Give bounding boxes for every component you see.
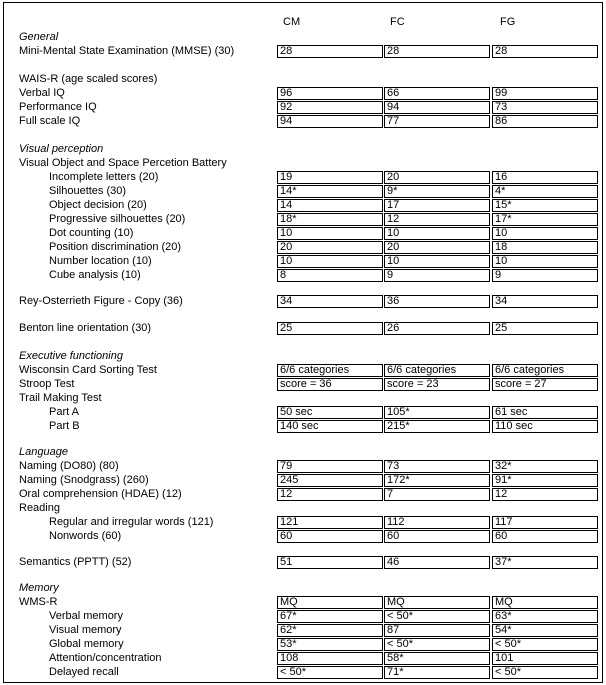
cell-fc: 112	[384, 516, 490, 529]
table-row	[4, 115, 602, 128]
table-row	[4, 392, 602, 405]
cell-fc: 20	[384, 171, 490, 184]
cell-fg: score = 27	[492, 378, 598, 391]
cell-fg: 61 sec	[492, 406, 598, 419]
cell-cm: 96	[277, 87, 383, 100]
cell-cm: 34	[277, 295, 383, 308]
cell-fg: 6/6 categories	[492, 364, 598, 377]
cell-fc: 172*	[384, 474, 490, 487]
section-header-row	[4, 143, 602, 156]
row-label: Rey-Osterrieth Figure - Copy (36)	[19, 295, 183, 307]
row-label: Verbal IQ	[19, 87, 65, 99]
cell-fc: 215*	[384, 420, 490, 433]
table-row	[4, 157, 602, 170]
cell-fc: score = 23	[384, 378, 490, 391]
table-row	[4, 364, 602, 377]
cell-fg: 16	[492, 171, 598, 184]
column-header-fc: FC	[390, 16, 405, 28]
cell-fc: 6/6 categories	[384, 364, 490, 377]
row-label: Trail Making Test	[19, 392, 102, 404]
cell-fg: 12	[492, 488, 598, 501]
table-row	[4, 199, 602, 212]
cell-fg: 10	[492, 227, 598, 240]
row-label: Global memory	[49, 638, 124, 650]
row-label: Visual memory	[49, 624, 122, 636]
row-label: Performance IQ	[19, 101, 97, 113]
cell-fg: 28	[492, 45, 598, 58]
row-label: Benton line orientation (30)	[19, 322, 152, 334]
cell-fc: 20	[384, 241, 490, 254]
cell-fc: 10	[384, 255, 490, 268]
cell-cm: 92	[277, 101, 383, 114]
cell-fc: 28	[384, 45, 490, 58]
cell-fg: < 50*	[492, 638, 598, 651]
table-row	[4, 502, 602, 515]
cell-fg: 54*	[492, 624, 598, 637]
row-label: Semantics (PPTT) (52)	[19, 556, 132, 568]
table-row	[4, 638, 602, 651]
section-header-row	[4, 582, 602, 595]
table-row	[4, 378, 602, 391]
cell-fg: 101	[492, 652, 598, 665]
cell-fc: 73	[384, 460, 490, 473]
cell-fc: 9*	[384, 185, 490, 198]
cell-fc: < 50*	[384, 610, 490, 623]
cell-fg: 60	[492, 530, 598, 543]
table-row	[4, 420, 602, 433]
cell-cm: 20	[277, 241, 383, 254]
row-label: Mini-Mental State Examination (MMSE) (30)	[19, 45, 235, 57]
cell-cm: 108	[277, 652, 383, 665]
row-label: Dot counting (10)	[49, 227, 134, 239]
cell-cm: 121	[277, 516, 383, 529]
cell-fg: 10	[492, 255, 598, 268]
cell-fg: 34	[492, 295, 598, 308]
row-label: Stroop Test	[19, 378, 75, 390]
table-row	[4, 652, 602, 665]
cell-fc: 77	[384, 115, 490, 128]
section-title: General	[19, 31, 59, 43]
column-header-cm: CM	[283, 16, 301, 28]
table-row	[4, 624, 602, 637]
table-row	[4, 322, 602, 335]
cell-fc: 58*	[384, 652, 490, 665]
row-label: Regular and irregular words (121)	[49, 516, 214, 528]
cell-cm: 18*	[277, 213, 383, 226]
cell-cm: 79	[277, 460, 383, 473]
results-table	[3, 2, 603, 683]
cell-fc: 66	[384, 87, 490, 100]
cell-fg: 17*	[492, 213, 598, 226]
cell-cm: 51	[277, 556, 383, 569]
row-label: Silhouettes (30)	[49, 185, 127, 197]
table-row	[4, 213, 602, 226]
cell-cm: 8	[277, 269, 383, 282]
cell-fg: 73	[492, 101, 598, 114]
cell-fc: 105*	[384, 406, 490, 419]
row-label: Full scale IQ	[19, 115, 81, 127]
row-label: Part B	[49, 420, 80, 432]
cell-cm: 140 sec	[277, 420, 383, 433]
table-row	[4, 227, 602, 240]
cell-cm: 28	[277, 45, 383, 58]
section-title: Memory	[19, 582, 59, 594]
table-row	[4, 269, 602, 282]
cell-fc: 17	[384, 199, 490, 212]
row-label: Part A	[49, 406, 79, 418]
table-row	[4, 474, 602, 487]
column-header-fg: FG	[500, 16, 516, 28]
row-label: Naming (DO80) (80)	[19, 460, 119, 472]
cell-cm: 10	[277, 255, 383, 268]
section-title: Executive functioning	[19, 350, 123, 362]
table-row	[4, 73, 602, 86]
cell-fg: 63*	[492, 610, 598, 623]
table-row	[4, 45, 602, 58]
section-header-row	[4, 31, 602, 44]
table-row	[4, 255, 602, 268]
row-label: Progressive silhouettes (20)	[49, 213, 186, 225]
cell-cm: 10	[277, 227, 383, 240]
cell-fg: 99	[492, 87, 598, 100]
cell-cm: 25	[277, 322, 383, 335]
cell-cm: < 50*	[277, 666, 383, 679]
cell-fg: 110 sec	[492, 420, 598, 433]
cell-fc: 87	[384, 624, 490, 637]
cell-cm: score = 36	[277, 378, 383, 391]
cell-fc: 10	[384, 227, 490, 240]
cell-cm: 12	[277, 488, 383, 501]
cell-fg: 37*	[492, 556, 598, 569]
row-label: Incomplete letters (20)	[49, 171, 159, 183]
table-row	[4, 610, 602, 623]
section-title: Visual perception	[19, 143, 104, 155]
section-title: Language	[19, 446, 68, 458]
table-row	[4, 185, 602, 198]
cell-cm: 14	[277, 199, 383, 212]
cell-fg: 25	[492, 322, 598, 335]
cell-fg: 86	[492, 115, 598, 128]
cell-cm: 62*	[277, 624, 383, 637]
cell-fc: 36	[384, 295, 490, 308]
cell-fc: 26	[384, 322, 490, 335]
cell-cm: MQ	[277, 596, 383, 609]
row-label: Delayed recall	[49, 666, 119, 678]
cell-fg: MQ	[492, 596, 598, 609]
table-row	[4, 171, 602, 184]
table-row	[4, 101, 602, 114]
cell-cm: 53*	[277, 638, 383, 651]
cell-fg: 4*	[492, 185, 598, 198]
table-row	[4, 666, 602, 679]
section-header-row	[4, 446, 602, 459]
table-row	[4, 87, 602, 100]
table-row	[4, 241, 602, 254]
cell-fc: 9	[384, 269, 490, 282]
cell-cm: 6/6 categories	[277, 364, 383, 377]
cell-fc: 71*	[384, 666, 490, 679]
cell-cm: 94	[277, 115, 383, 128]
row-label: Object decision (20)	[49, 199, 147, 211]
cell-fc: 46	[384, 556, 490, 569]
cell-fg: 15*	[492, 199, 598, 212]
cell-fg: < 50*	[492, 666, 598, 679]
table-row	[4, 295, 602, 308]
row-label: Verbal memory	[49, 610, 123, 622]
cell-fc: 94	[384, 101, 490, 114]
table-row	[4, 406, 602, 419]
table-row	[4, 556, 602, 569]
table-row	[4, 460, 602, 473]
cell-cm: 14*	[277, 185, 383, 198]
cell-fg: 91*	[492, 474, 598, 487]
cell-fg: 9	[492, 269, 598, 282]
cell-fc: 7	[384, 488, 490, 501]
row-label: Wisconsin Card Sorting Test	[19, 364, 157, 376]
table-row	[4, 596, 602, 609]
cell-fg: 18	[492, 241, 598, 254]
cell-cm: 50 sec	[277, 406, 383, 419]
section-header-row	[4, 350, 602, 363]
cell-fc: MQ	[384, 596, 490, 609]
cell-cm: 19	[277, 171, 383, 184]
row-label: WMS-R	[19, 596, 58, 608]
cell-fc: 12	[384, 213, 490, 226]
cell-fc: 60	[384, 530, 490, 543]
table-row	[4, 530, 602, 543]
row-label: Visual Object and Space Percetion Battery	[19, 157, 227, 169]
cell-cm: 60	[277, 530, 383, 543]
row-label: Attention/concentration	[49, 652, 162, 664]
row-label: WAIS-R (age scaled scores)	[19, 73, 158, 85]
table-row	[4, 488, 602, 501]
row-label: Position discrimination (20)	[49, 241, 182, 253]
row-label: Cube analysis (10)	[49, 269, 141, 281]
cell-fg: 117	[492, 516, 598, 529]
cell-fg: 32*	[492, 460, 598, 473]
row-label: Reading	[19, 502, 60, 514]
row-label: Naming (Snodgrass) (260)	[19, 474, 149, 486]
row-label: Number location (10)	[49, 255, 152, 267]
table-row	[4, 516, 602, 529]
row-label: Oral comprehension (HDAE) (12)	[19, 488, 182, 500]
cell-cm: 245	[277, 474, 383, 487]
cell-fc: < 50*	[384, 638, 490, 651]
cell-cm: 67*	[277, 610, 383, 623]
row-label: Nonwords (60)	[49, 530, 122, 542]
